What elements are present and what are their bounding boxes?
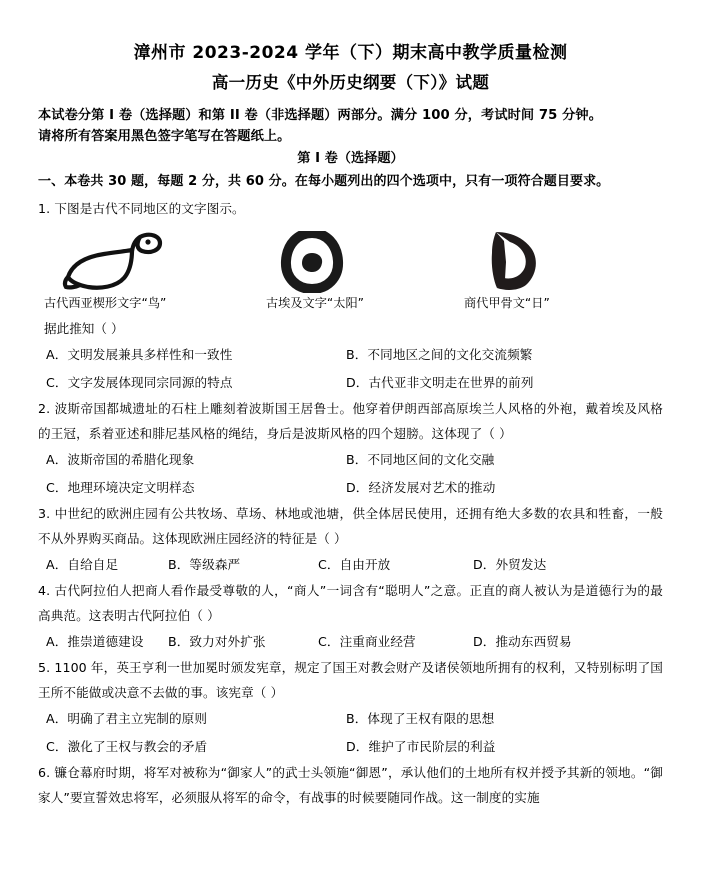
- question-3-option-a[interactable]: A．自给自足: [46, 557, 119, 572]
- question-5-text: 1100 年，英王亨利一世加冕时颁发宪章，规定了国王对教会财产及诸侯领地所拥有的权利，又特别标明了国王所不能做或决意不去做的事。该宪章（ ）: [38, 660, 663, 700]
- page-title-line1: 漳州市 2023-2024 学年（下）期末高中教学质量检测: [133, 43, 568, 63]
- question-3-number: 3.: [38, 506, 51, 521]
- question-6-number: 6.: [38, 765, 51, 780]
- question-4-option-d[interactable]: D．推动东西贸易: [473, 634, 572, 649]
- figure-2-caption: 古埃及文字“太阳”: [266, 296, 364, 310]
- question-2-stem: [38, 397, 663, 446]
- figure-1-caption: 古代西亚楔形文字“鸟”: [44, 296, 167, 310]
- question-1-figure-group: [38, 227, 663, 313]
- question-1-options-row2: [38, 369, 663, 397]
- figure-3-caption: 商代甲骨文“日”: [464, 296, 550, 310]
- question-5-option-c[interactable]: C．激化了王权与教会的矛盾: [46, 739, 208, 754]
- question-4-option-b[interactable]: B．致力对外扩张: [168, 634, 266, 649]
- question-3-stem: [38, 502, 663, 551]
- question-5-option-a[interactable]: A．明确了君主立宪制的原则: [46, 711, 208, 726]
- question-3-option-c[interactable]: C．自由开放: [318, 557, 391, 572]
- question-2-option-c[interactable]: C．地理环境决定文明样态: [46, 480, 195, 495]
- question-4-option-c[interactable]: C．注重商业经营: [318, 634, 416, 649]
- question-3-text: 中世纪的欧洲庄园有公共牧场、草场、林地或池塘，供全体居民使用，还拥有绝大多数的农具和牲畜，一般不从外界购买商品。这体现欧洲庄园经济的特征是（ ）: [38, 506, 664, 546]
- egyptian-sun-glyph-icon: [244, 227, 444, 293]
- question-2-number: 2.: [38, 401, 51, 416]
- exam-notice-line1: 本试卷分第 I 卷（选择题）和第 II 卷（非选择题）两部分。满分 100 分，考试时间 75 分钟。: [38, 108, 602, 123]
- question-2-option-d[interactable]: D．经济发展对艺术的推动: [346, 480, 496, 495]
- question-1-option-c[interactable]: C．文字发展体现同宗同源的特点: [46, 375, 233, 390]
- question-5-stem: [38, 656, 663, 705]
- question-5-options-row2: [38, 733, 663, 761]
- question-1-option-a[interactable]: A．文明发展兼具多样性和一致性: [46, 347, 233, 362]
- question-3-options-row: [38, 551, 663, 579]
- question-1-sub-stem: 据此推知（ ）: [44, 321, 124, 336]
- question-3-option-d[interactable]: D．外贸发达: [473, 557, 547, 572]
- question-4-stem: [38, 579, 663, 628]
- question-2-option-a[interactable]: A．波斯帝国的希腊化现象: [46, 452, 195, 467]
- question-4-option-a[interactable]: A．推崇道德建设: [46, 634, 144, 649]
- question-2-option-b[interactable]: B．不同地区间的文化交融: [346, 452, 495, 467]
- question-4-number: 4.: [38, 583, 51, 598]
- part-heading: 第 I 卷（选择题）: [297, 151, 404, 166]
- figure-egyptian-sun: [244, 227, 444, 313]
- page-title-line2: 高一历史《中外历史纲要（下）》试题: [211, 73, 490, 92]
- question-2-options-row1: [38, 446, 663, 474]
- question-5-option-b[interactable]: B．体现了王权有限的思想: [346, 711, 495, 726]
- figure-oracle-bone-sun: [444, 227, 644, 313]
- question-6-stem: [38, 761, 663, 810]
- question-1-option-b[interactable]: B．不同地区之间的文化交流频繁: [346, 347, 533, 362]
- question-4-options-row: [38, 628, 663, 656]
- question-3-option-b[interactable]: B．等级森严: [168, 557, 241, 572]
- question-5-options-row1: [38, 705, 663, 733]
- question-2-text: 波斯帝国都城遗址的石柱上雕刻着波斯国王居鲁士。他穿着伊朗西部高原埃兰人风格的外袍，戴着埃及风格的王冠，系着亚述和腓尼基风格的绳结，身后是波斯风格的四个翅膀。这体现了（ ）: [38, 401, 664, 441]
- section-instruction: 一、本卷共 30 题，每题 2 分，共 60 分。在每小题列出的四个选项中，只有一项符合题目要求。: [38, 174, 610, 189]
- question-1-number: 1.: [38, 200, 51, 216]
- question-5-number: 5.: [38, 660, 51, 675]
- oracle-bone-sun-glyph-icon: [444, 227, 644, 293]
- question-1-stem: [38, 197, 663, 222]
- question-2-options-row2: [38, 474, 663, 502]
- question-1-option-d[interactable]: D．古代亚非文明走在世界的前列: [346, 375, 534, 390]
- question-1-text: 下图是古代不同地区的文字图示。: [54, 200, 245, 216]
- exam-notice-line2: 请将所有答案用黑色签字笔写在答题纸上。: [38, 128, 291, 144]
- question-5-option-d[interactable]: D．维护了市民阶层的利益: [346, 739, 496, 754]
- figure-cuneiform-bird: [44, 227, 244, 313]
- question-1-options-row1: [38, 341, 663, 369]
- question-4-text: 古代阿拉伯人把商人看作最受尊敬的人，“商人”一词含有“聪明人”之意。正直的商人被认为是道德行为的最高典范。这表明古代阿拉伯（ ）: [38, 583, 663, 623]
- cuneiform-bird-glyph-icon: [44, 227, 244, 293]
- page-content: [38, 40, 663, 810]
- question-6-text: 镰仓幕府时期，将军对被称为“御家人”的武士头领施“御恩”，承认他们的土地所有权并授予其新的领地。“御家人”要宣誓效忠将军，必须服从将军的命令，有战事的时候要随同作战。这一制度的实施: [38, 765, 664, 805]
